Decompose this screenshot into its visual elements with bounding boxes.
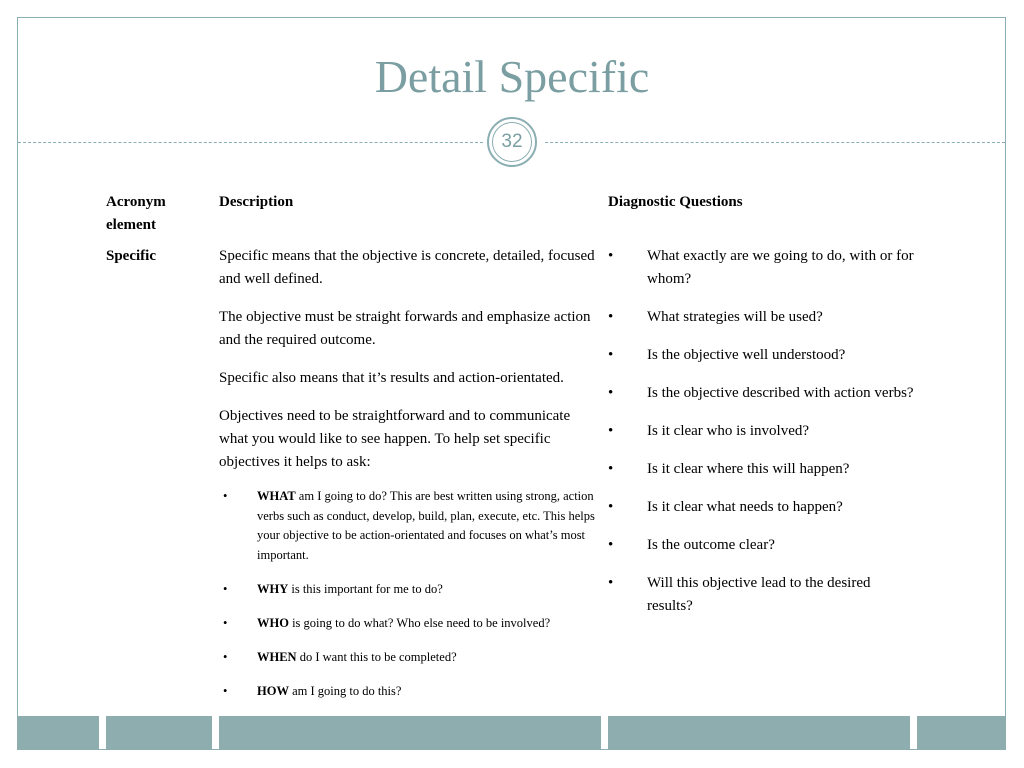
diagnostic-questions-list	[608, 245, 918, 618]
ask-item-who	[219, 614, 601, 634]
description-paragraph: Specific also means that it’s results and action-orientated.	[219, 370, 564, 386]
row-label-specific: Specific	[106, 248, 156, 264]
ask-text: is going to do what? Who else need to be involved?	[288, 615, 551, 630]
question-item: • What strategies will be used?	[608, 306, 918, 329]
divider-left	[18, 142, 483, 143]
divider-right	[545, 142, 1005, 143]
footer-bar	[17, 716, 99, 750]
footer-bar	[608, 716, 910, 750]
footer-bar	[219, 716, 601, 750]
footer-bar	[106, 716, 212, 750]
header-description: Description	[219, 194, 294, 210]
ask-item-how	[219, 682, 601, 702]
question-item: • Is the objective described with action verbs?	[608, 382, 918, 405]
questions-cell	[608, 245, 918, 633]
footer-bar	[917, 716, 1006, 750]
ask-item-when	[219, 648, 601, 668]
ask-item-what	[219, 487, 601, 565]
header-diagnostic-questions: Diagnostic Questions	[608, 194, 743, 210]
slide-title: Detail Specific	[374, 51, 650, 102]
ask-text: is this important for me to do?	[288, 581, 443, 596]
ask-text: am I going to do? This are best written using strong, action verbs such as conduct, develop, build, plan, execute, etc. This helps your objective to be action-orientated and focuses on what’s most important.	[257, 489, 595, 562]
question-item: • Is it clear who is involved?	[608, 420, 918, 443]
ask-keyword: WHY	[257, 581, 289, 596]
ask-keyword: WHAT	[257, 489, 296, 503]
question-item: • Is the outcome clear?	[608, 534, 918, 557]
question-item: • What exactly are we going to do, with or for whom?	[608, 245, 918, 291]
description-paragraph: The objective must be straight forwards and emphasize action and the required outcome.	[219, 309, 591, 348]
description-paragraph: Objectives need to be straightforward and to communicate what you would like to see happen. To help set specific objectives it helps to ask:	[219, 408, 571, 470]
ask-text: am I going to do this?	[288, 683, 402, 698]
question-item: • Is it clear what needs to happen?	[608, 496, 918, 519]
page-number-badge	[487, 117, 537, 167]
ask-list	[219, 487, 601, 701]
ask-text: do I want this to be completed?	[296, 649, 457, 664]
description-cell	[219, 245, 601, 716]
question-item: • Is the objective well understood?	[608, 344, 918, 367]
description-paragraph: Specific means that the objective is concrete, detailed, focused and well defined.	[219, 248, 595, 287]
ask-item-why	[219, 580, 601, 600]
ask-keyword: WHEN	[257, 649, 297, 664]
question-item: • Will this objective lead to the desired results?	[608, 572, 918, 618]
question-item: • Is it clear where this will happen?	[608, 458, 918, 481]
page-number: 32	[492, 122, 532, 162]
ask-keyword: HOW	[257, 683, 289, 698]
ask-keyword: WHO	[257, 615, 289, 630]
header-acronym-element: Acronym element	[106, 194, 166, 233]
